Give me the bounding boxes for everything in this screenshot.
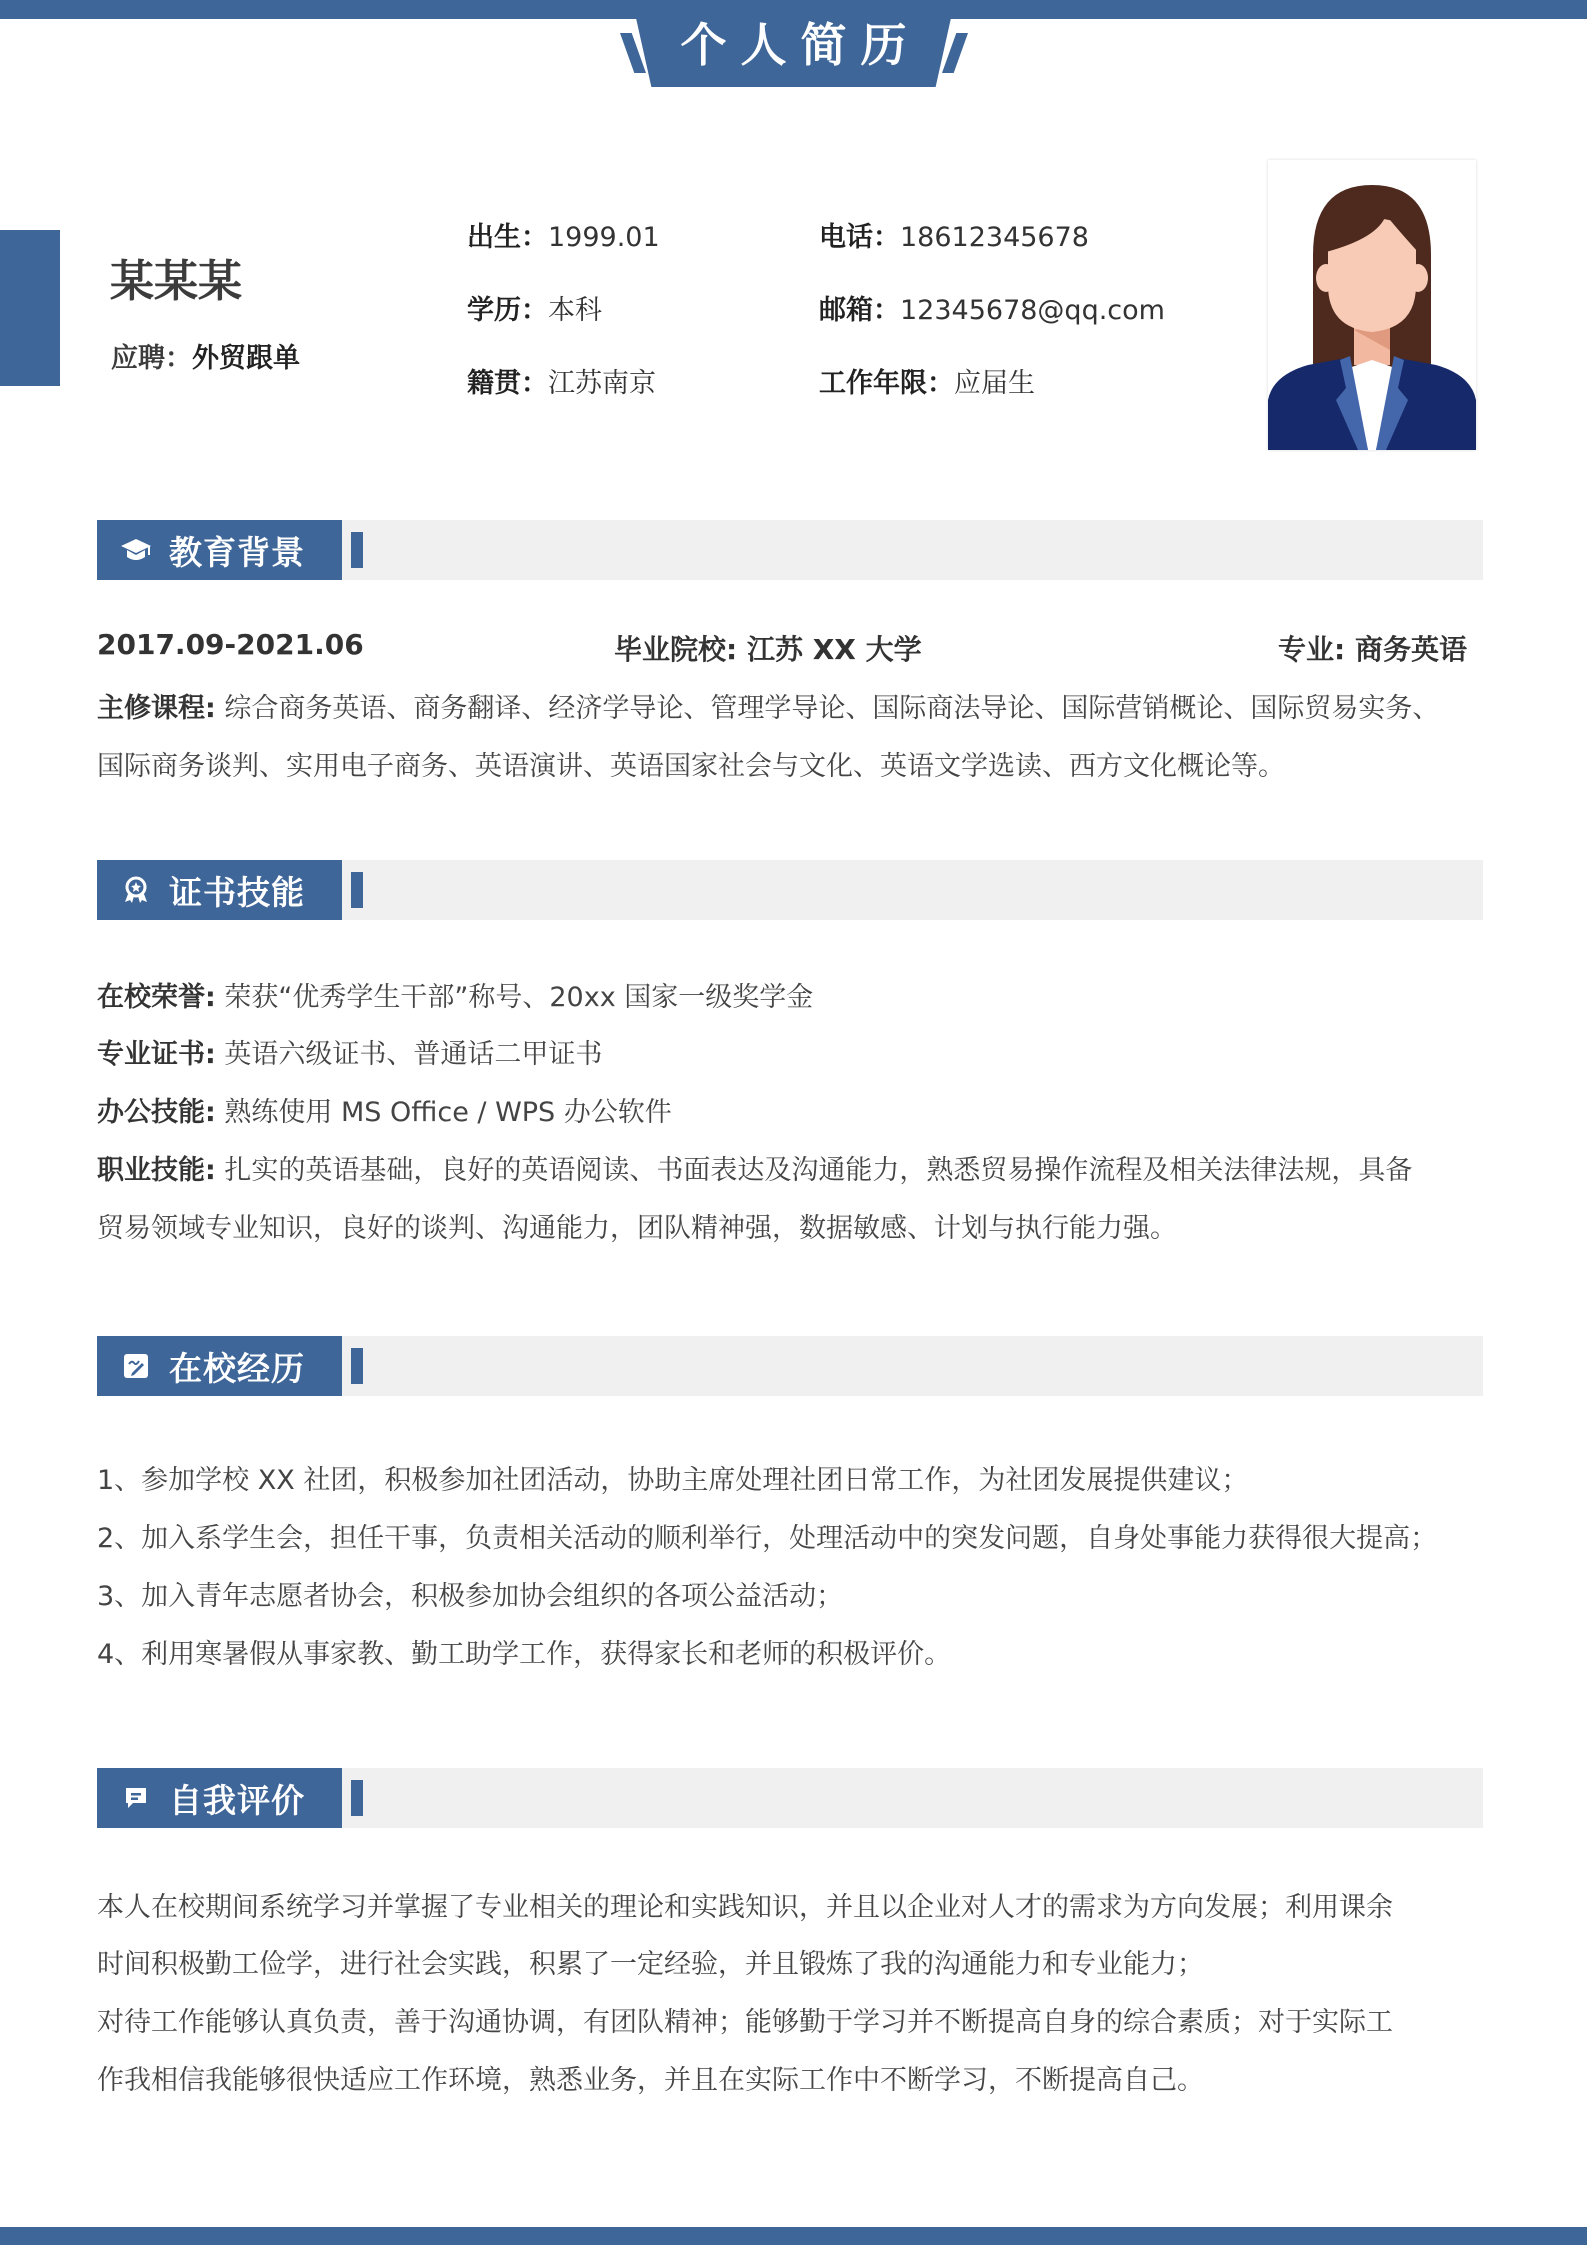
section-tick	[351, 1780, 363, 1816]
skill-label: 办公技能:	[97, 1097, 216, 1128]
candidate-name: 某某某	[110, 256, 242, 307]
section-title: 自我评价	[169, 1780, 305, 1820]
comment-icon	[117, 1779, 155, 1817]
section-tick	[351, 1348, 363, 1384]
skill-value: 英语六级证书、普通话二甲证书	[215, 1039, 603, 1070]
profile-accent-tab	[0, 230, 60, 386]
experience-item: 4、利用寒暑假从事家教、勤工助学工作，获得家长和老师的积极评价。	[97, 1639, 952, 1670]
skill-label: 职业技能:	[97, 1155, 216, 1186]
experience-item: 2、加入系学生会，担任干事，负责相关活动的顺利举行，处理活动中的突发问题，自身处事能力获得很大提高；	[97, 1523, 1438, 1554]
info-hometown	[467, 361, 656, 400]
section-header-education	[97, 520, 342, 580]
info-value: 1999.01	[548, 222, 660, 253]
avatar	[1268, 160, 1476, 450]
section-tick	[351, 532, 363, 568]
section-header-experience	[97, 1336, 342, 1396]
apply-label: 应聘：	[111, 343, 192, 374]
skill-continuation: 贸易领域专业知识，良好的谈判、沟通能力，团队精神强，数据敏感、计划与执行能力强。	[97, 1213, 1177, 1244]
avatar-illustration-icon	[1268, 160, 1476, 450]
education-major: 专业: 商务英语	[1278, 633, 1467, 666]
education-school: 毕业院校: 江苏 XX 大学	[614, 633, 922, 666]
graduation-cap-icon	[117, 531, 155, 569]
skill-label: 在校荣誉:	[97, 982, 216, 1013]
section-header-self-evaluation	[97, 1768, 342, 1828]
info-education	[467, 288, 602, 327]
self-evaluation-line: 作我相信我能够很快适应工作环境，熟悉业务，并且在实际工作中不断学习，不断提高自己。	[97, 2065, 1204, 2096]
courses-line-1: 综合商务英语、商务翻译、经济学导论、管理学导论、国际商法导论、国际营销概论、国际贸易实务、	[215, 693, 1440, 724]
info-value: 12345678@qq.com	[900, 295, 1165, 326]
apply-value: 外贸跟单	[192, 343, 300, 374]
info-label: 邮箱：	[819, 295, 900, 326]
section-tick	[351, 872, 363, 908]
self-evaluation-line: 对待工作能够认真负责，善于沟通协调，有团队精神；能够勤于学习并不断提高自身的综合素质；对于实际工	[97, 2007, 1393, 2038]
edit-note-icon	[117, 1347, 155, 1385]
applied-position	[111, 336, 300, 375]
skill-item	[97, 1090, 672, 1129]
info-work-years	[819, 361, 1035, 400]
info-email	[819, 288, 1165, 327]
self-evaluation-line: 时间积极勤工俭学，进行社会实践，积累了一定经验，并且锻炼了我的沟通能力和专业能力；	[97, 1949, 1204, 1980]
info-value: 本科	[548, 295, 602, 326]
experience-item: 1、参加学校 XX 社团，积极参加社团活动，协助主席处理社团日常工作，为社团发展提供建议；	[97, 1465, 1249, 1496]
info-value: 18612345678	[900, 222, 1089, 253]
section-header-skills	[97, 860, 342, 920]
page-title: 个人简历	[680, 18, 921, 72]
skill-label: 专业证书:	[97, 1039, 216, 1070]
award-medal-icon	[117, 871, 155, 909]
skill-value: 荣获“优秀学生干部”称号、20xx 国家一级奖学金	[215, 982, 814, 1013]
info-label: 工作年限：	[819, 368, 954, 399]
info-value: 应届生	[954, 368, 1035, 399]
info-phone	[819, 215, 1089, 254]
skill-value: 扎实的英语基础，良好的英语阅读、书面表达及沟通能力，熟悉贸易操作流程及相关法律法规，具备	[215, 1155, 1413, 1186]
info-label: 学历：	[467, 295, 548, 326]
skill-value: 熟练使用 MS Office / WPS 办公软件	[215, 1097, 672, 1128]
experience-item: 3、加入青年志愿者协会，积极参加协会组织的各项公益活动；	[97, 1581, 844, 1612]
info-label: 籍贯：	[467, 368, 548, 399]
bottom-band	[0, 2227, 1587, 2245]
skill-item	[97, 1148, 1412, 1187]
section-title: 教育背景	[169, 532, 305, 572]
info-label: 出生：	[467, 222, 548, 253]
courses-line-2: 国际商务谈判、实用电子商务、英语演讲、英语国家社会与文化、英语文学选读、西方文化概论等。	[97, 751, 1285, 782]
education-summary-row	[97, 628, 1467, 668]
courses-label: 主修课程:	[97, 693, 216, 724]
education-courses	[97, 686, 1439, 725]
skill-item	[97, 1032, 602, 1071]
info-birth	[467, 215, 660, 254]
education-period: 2017.09-2021.06	[97, 628, 364, 661]
section-title: 证书技能	[169, 872, 305, 912]
section-title: 在校经历	[169, 1348, 305, 1388]
skill-item	[97, 975, 813, 1014]
info-label: 电话：	[819, 222, 900, 253]
info-value: 江苏南京	[548, 368, 656, 399]
self-evaluation-line: 本人在校期间系统学习并掌握了专业相关的理论和实践知识，并且以企业对人才的需求为方向发展；利用课余	[97, 1892, 1393, 1923]
